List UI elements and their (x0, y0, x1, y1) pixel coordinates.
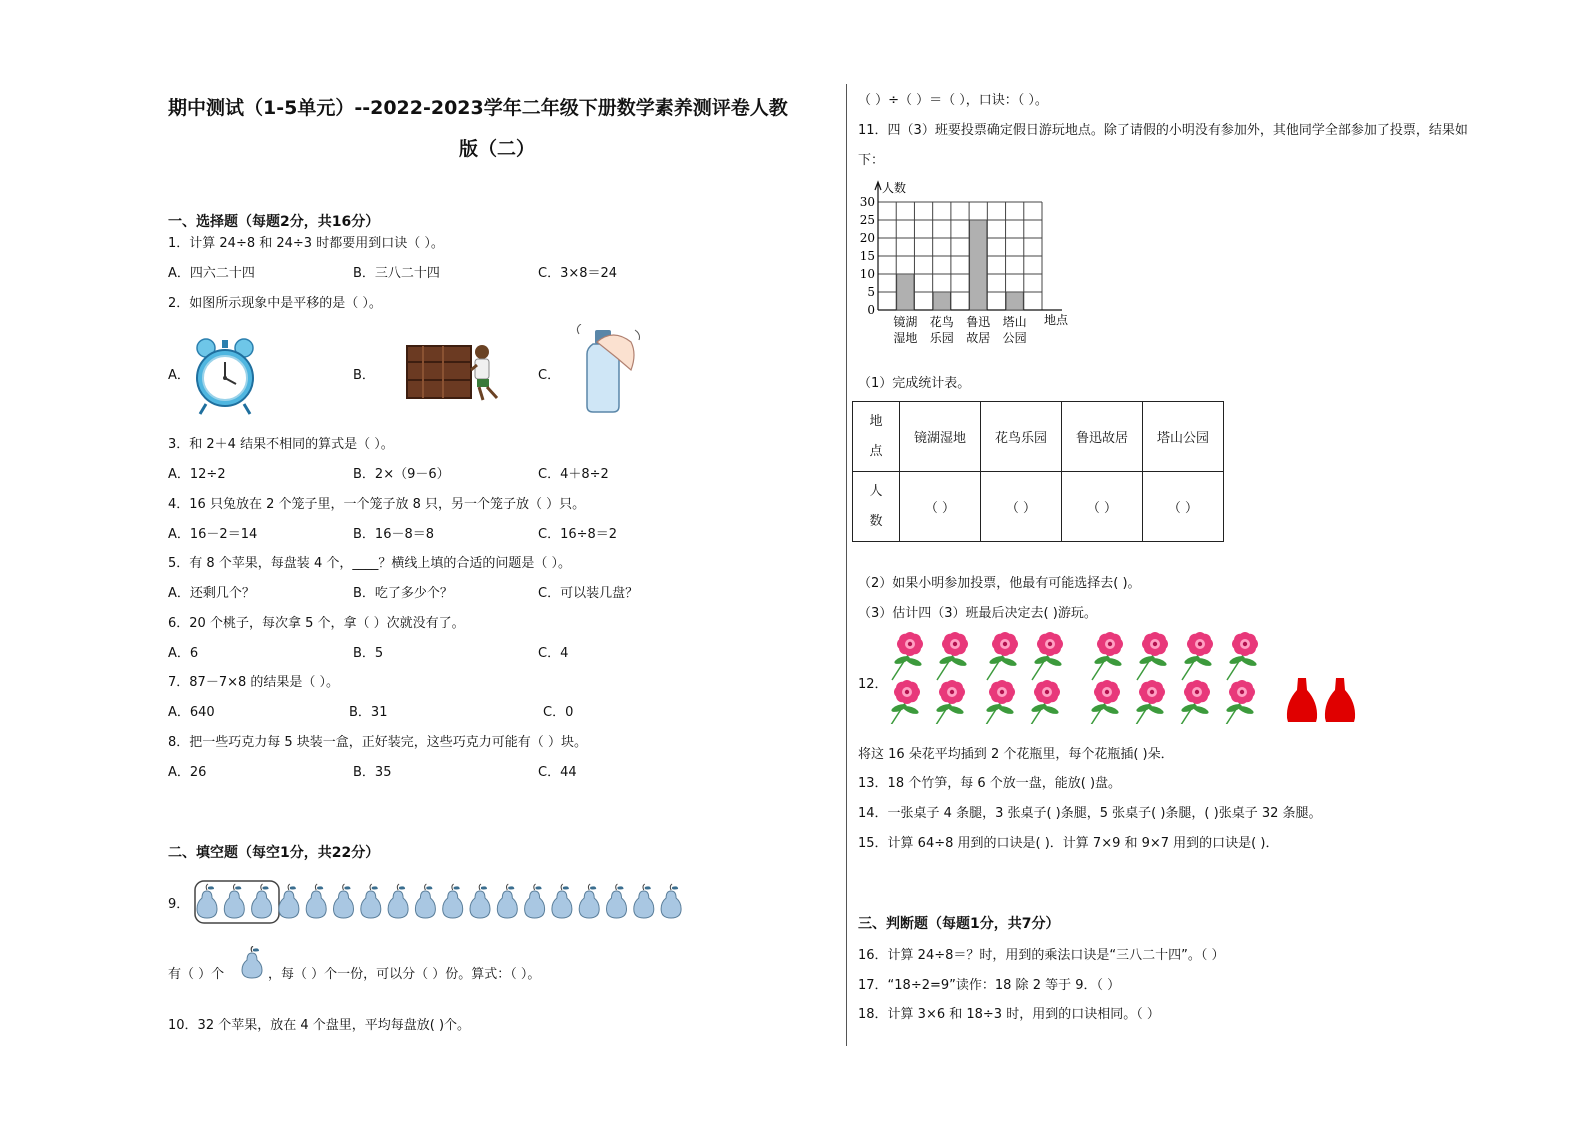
q7-option-a: A．640 (168, 705, 215, 720)
flower-icon (1182, 632, 1213, 680)
table-count-cell[interactable]: （ ） (900, 472, 981, 542)
pear-icon (470, 884, 490, 918)
pear-icon (497, 884, 517, 918)
q4-option-a: A．16－2＝14 (168, 527, 258, 542)
q11-sub1: （1）完成统计表。 (858, 376, 971, 391)
pear-icon (334, 884, 354, 918)
q5-stem: 5．有 8 个苹果，每盘装 4 个，____？横线上填的合适的问题是（ ）。 (168, 556, 571, 571)
alarm-clock-image (192, 336, 258, 416)
chart-category-label: 镜湖 (893, 315, 918, 329)
pear-icon (306, 884, 326, 918)
table-header-place-char1: 地 (869, 413, 883, 429)
q16-stem: 16．计算 24÷8＝？时，用到的乘法口诀是“三八二十四”。（ ） (858, 948, 1225, 963)
q11-sub3: （3）估计四（3）班最后决定去( )游玩。 (858, 606, 1097, 621)
chart-category-label: 故居 (966, 331, 991, 345)
q14-stem: 14．一张桌子 4 条腿，3 张桌子( )条腿，5 张桌子( )条腿，( )张桌子 32 条腿。 (858, 806, 1322, 821)
pear-icon (579, 884, 599, 918)
q8-option-b: B．35 (353, 765, 392, 780)
q2-stem: 2．如图所示现象中是平移的是（ ）。 (168, 296, 382, 311)
table-place-cell: 鲁迅故居 (1062, 402, 1143, 472)
vase-icon (1325, 678, 1355, 722)
q4-option-b: B．16－8＝8 (353, 527, 435, 542)
pear-icon (361, 884, 381, 918)
section3-heading: 三、判断题（每题1分，共7分） (858, 916, 1060, 932)
pear-icon (661, 884, 681, 918)
table-place-cell: 镜湖湿地 (900, 402, 981, 472)
flower-group (888, 628, 1288, 724)
flower-icon (1032, 632, 1063, 680)
q3-option-b: B．2×（9－6） (353, 467, 450, 482)
q17-stem: 17．“18÷2=9”读作：18 除 2 等于 9．（ ） (858, 978, 1121, 993)
opening-bottle-image (573, 324, 643, 414)
chart-y-tick: 20 (859, 231, 875, 245)
flower-icon (1092, 632, 1123, 680)
flower-icon (987, 632, 1018, 680)
table-header-place-char2: 点 (869, 443, 883, 459)
chart-y-label: 人数 (882, 181, 907, 195)
q10-continuation: （ ）÷（ ）＝（ ），口诀：（ ）。 (858, 93, 1048, 108)
q4-option-c: C．16÷8＝2 (538, 527, 618, 542)
q18-stem: 18．计算 3×6 和 18÷3 时，用到的口诀相同。（ ） (858, 1007, 1160, 1022)
pear-icon (197, 884, 217, 918)
q5-option-b: B．吃了多少个？ (353, 586, 453, 601)
pear-icon (252, 884, 272, 918)
q2-option-c: C． (538, 368, 561, 383)
q3-stem: 3．和 2＋4 结果不相同的算式是（ ）。 (168, 437, 394, 452)
stats-table (852, 401, 1224, 542)
table-place-cell: 花鸟乐园 (981, 402, 1062, 472)
q1-option-a: A．四六二十四 (168, 266, 255, 281)
flower-icon (984, 680, 1015, 724)
q10-stem: 10．32 个苹果，放在 4 个盘里，平均每盘放( )个。 (168, 1018, 471, 1033)
q5-option-a: A．还剩几个？ (168, 586, 255, 601)
pushing-box-image (405, 340, 505, 402)
flower-icon (889, 680, 920, 724)
q9-number: 9． (168, 897, 190, 912)
chart-category-label: 鲁迅 (966, 315, 991, 329)
pear-icon (443, 884, 463, 918)
pear-icon (239, 946, 265, 980)
table-header-count (853, 472, 900, 542)
chart-category-label: 湿地 (893, 331, 918, 345)
pear-row (193, 876, 703, 928)
pear-icon (279, 884, 299, 918)
q12-stem: 将这 16 朵花平均插到 2 个花瓶里，每个花瓶插( )朵． (858, 747, 1174, 762)
q6-stem: 6．20 个桃子，每次拿 5 个，拿（ ）次就没有了。 (168, 616, 465, 631)
table-count-cell[interactable]: （ ） (981, 472, 1062, 542)
q13-stem: 13．18 个竹笋，每 6 个放一盘，能放( )盘。 (858, 776, 1122, 791)
chart-y-tick: 0 (867, 303, 875, 317)
q6-option-b: B．5 (353, 646, 384, 661)
q6-option-c: C．4 (538, 646, 569, 661)
q3-option-a: A．12÷2 (168, 467, 226, 482)
page-title: 期中测试（1-5单元）--2022-2023学年二年级下册数学素养测评卷人教 (168, 97, 788, 119)
q1-stem: 1．计算 24÷8 和 24÷3 时都要用到口诀（ ）。 (168, 236, 444, 251)
flower-icon (1137, 632, 1168, 680)
chart-bar (970, 220, 987, 310)
flower-icon (1029, 680, 1060, 724)
chart-bar (933, 292, 950, 310)
chart-category-label: 公园 (1002, 331, 1027, 345)
flower-icon (1134, 680, 1165, 724)
q3-option-c: C．4＋8÷2 (538, 467, 609, 482)
q1-option-c: C．3×8＝24 (538, 266, 618, 281)
section2-heading: 二、填空题（每空1分，共22分） (168, 845, 380, 861)
q5-option-c: C．可以装几盘？ (538, 586, 639, 601)
q1-option-b: B．三八二十四 (353, 266, 440, 281)
q2-option-a: A． (168, 368, 190, 383)
pear-icon (552, 884, 572, 918)
table-header-count-char1: 人 (869, 483, 883, 499)
q8-option-c: C．44 (538, 765, 577, 780)
column-divider (846, 84, 847, 1046)
pear-icon (224, 884, 244, 918)
chart-bar (897, 274, 914, 310)
flower-icon (892, 632, 923, 680)
chart-category-label: 花鸟 (929, 315, 954, 329)
flower-icon (937, 632, 968, 680)
q6-option-a: A．6 (168, 646, 199, 661)
q9-text-part2: ，每（ ）个一份，可以分（ ）份。算式：（ ）。 (268, 967, 541, 982)
q15-stem: 15．计算 64÷8 用到的口诀是( )．计算 7×9 和 9×7 用到的口诀是( )． (858, 836, 1279, 851)
flower-icon (1089, 680, 1120, 724)
q11-stem-line1: 11．四（3）班要投票确定假日游玩地点。除了请假的小明没有参加外，其他同学全部参加了投票，结果如 (858, 123, 1468, 138)
table-header-count-char2: 数 (869, 513, 883, 529)
pear-icon (415, 884, 435, 918)
chart-y-tick: 30 (859, 195, 875, 209)
flower-icon (1227, 632, 1258, 680)
q7-stem: 7．87－7×8 的结果是（ ）。 (168, 675, 340, 690)
q7-option-b: B．31 (349, 705, 388, 720)
q11-sub2: （2）如果小明参加投票，他最有可能选择去( )。 (858, 576, 1141, 591)
chart-y-tick: 15 (859, 249, 875, 263)
table-count-cell[interactable]: （ ） (1143, 472, 1224, 542)
vase-icon (1287, 678, 1317, 722)
vase-pair (1286, 678, 1358, 724)
chart-y-tick: 5 (867, 285, 875, 299)
pear-icon (607, 884, 627, 918)
chart-y-tick: 25 (859, 213, 875, 227)
pear-icon (634, 884, 654, 918)
chart-y-tick: 10 (859, 267, 875, 281)
vote-bar-chart (858, 178, 1098, 354)
q7-option-c: C．0 (543, 705, 574, 720)
table-place-cell: 塔山公园 (1143, 402, 1224, 472)
pear-icon (388, 884, 408, 918)
flower-icon (1179, 680, 1210, 724)
q8-stem: 8．把一些巧克力每 5 块装一盒，正好装完，这些巧克力可能有（ ）块。 (168, 735, 587, 750)
chart-category-label: 塔山 (1002, 315, 1027, 329)
flower-icon (934, 680, 965, 724)
pear-icon (525, 884, 545, 918)
flower-icon (1224, 680, 1255, 724)
q9-text-part1: 有（ ）个 (168, 967, 225, 982)
page-title-line2: 版（二） (459, 138, 536, 160)
q4-stem: 4．16 只兔放在 2 个笼子里，一个笼子放 8 只，另一个笼子放（ ）只。 (168, 497, 586, 512)
section1-heading: 一、选择题（每题2分，共16分） (168, 214, 380, 230)
chart-category-label: 乐园 (929, 331, 954, 345)
chart-bar (1006, 292, 1023, 310)
q8-option-a: A．26 (168, 765, 207, 780)
q12-number: 12． (858, 677, 888, 692)
table-header-place (853, 402, 900, 472)
chart-x-label: 地点 (1044, 313, 1069, 327)
q11-stem-line2: 下： (858, 153, 885, 168)
q2-option-b: B． (353, 368, 375, 383)
table-count-cell[interactable]: （ ） (1062, 472, 1143, 542)
